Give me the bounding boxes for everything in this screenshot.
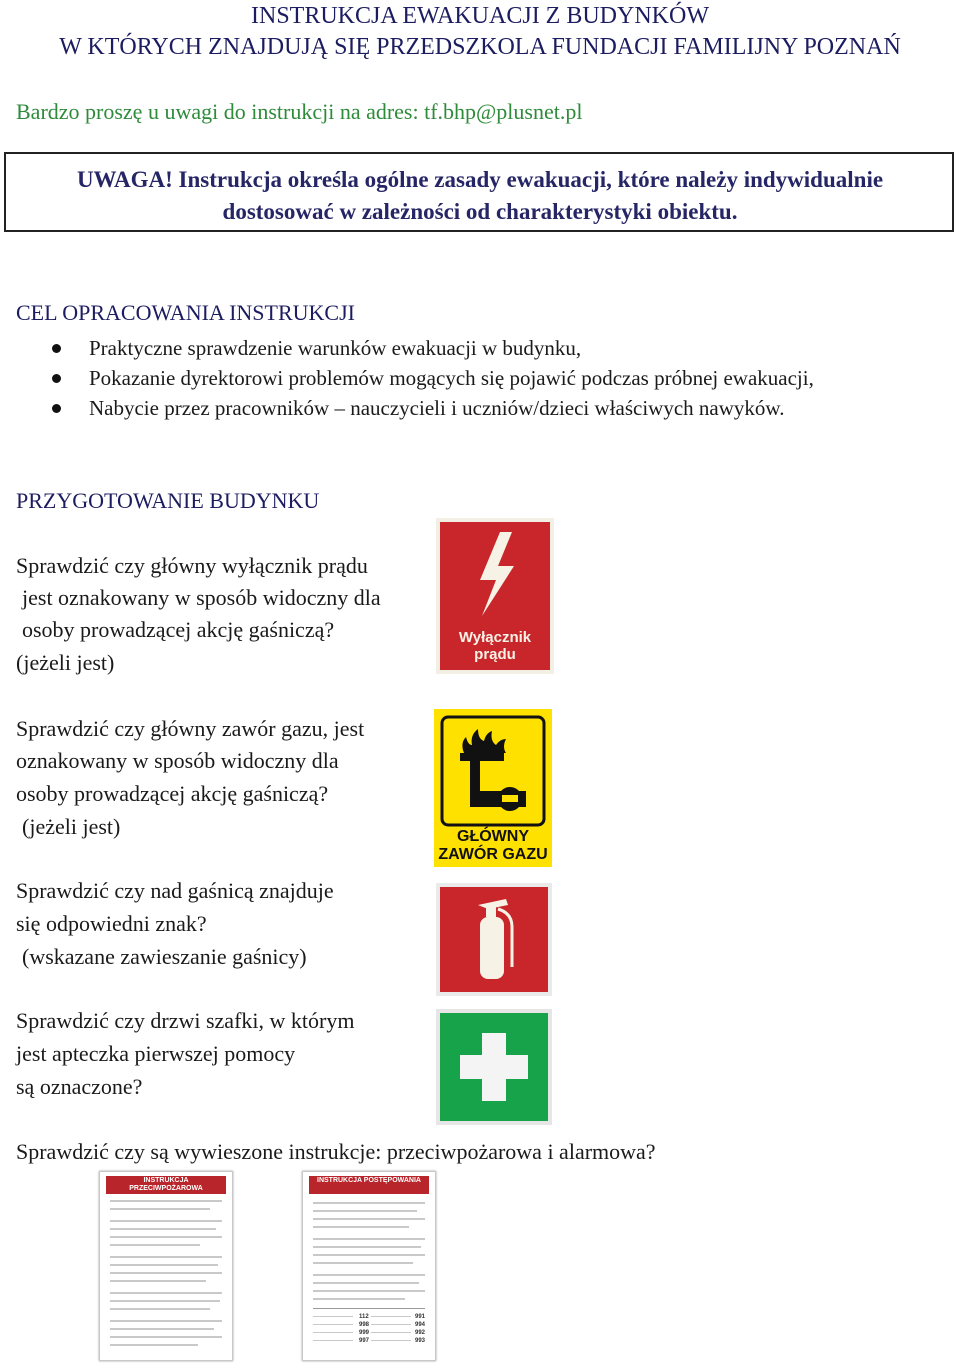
check1-line1: Sprawdzić czy główny wyłącznik prądu bbox=[16, 553, 368, 578]
check1-line3: osoby prowadzącej akcję gaśniczą? bbox=[22, 617, 335, 642]
warning-line1: UWAGA! Instrukcja określa ogólne zasady ewakuacji, które należy indywidualnie bbox=[76, 167, 884, 192]
power-switch-sign bbox=[436, 518, 554, 674]
bullet-icon bbox=[52, 404, 61, 413]
gas-label-line1: GŁÓWNY bbox=[457, 828, 529, 845]
warning-line2: dostosować w zależności od charakterystyki obiektu. bbox=[222, 199, 738, 224]
document-title-line2: W KTÓRYCH ZNAJDUJĄ SIĘ PRZEDSZKOLA FUNDACJI FAMILIJNY POZNAŃ bbox=[59, 34, 901, 60]
check1-line2: jest oznakowany w sposób widoczny dla bbox=[22, 585, 381, 610]
check4-line2: jest apteczka pierwszej pomocy bbox=[16, 1041, 296, 1066]
check2-line2: oznakowany w sposób widoczny dla bbox=[16, 748, 339, 773]
emergency-number: 998 bbox=[359, 1322, 370, 1328]
emergency-number: 112 bbox=[359, 1314, 369, 1320]
preparation-heading: PRZYGOTOWANIE BUDYNKU bbox=[16, 488, 320, 513]
document-title-line1: INSTRUKCJA EWAKUACJI Z BUDYNKÓW bbox=[251, 3, 709, 29]
check4-line3: są oznaczone? bbox=[16, 1074, 143, 1099]
check5-line: Sprawdzić czy są wywieszone instrukcje: przeciwpożarowa i alarmowa? bbox=[16, 1139, 656, 1164]
fire-extinguisher-sign bbox=[436, 883, 552, 996]
check3-line3: (wskazane zawieszanie gaśnicy) bbox=[22, 944, 307, 969]
fire-instruction-poster bbox=[99, 1171, 233, 1361]
goal-item: Praktyczne sprawdzenie warunków ewakuacji w budynku, bbox=[89, 336, 582, 360]
fire-poster-title: INSTRUKCJA PRZECIWPOŻAROWA bbox=[129, 1177, 203, 1192]
bullet-icon bbox=[52, 374, 61, 383]
emergency-number: 999 bbox=[359, 1330, 370, 1336]
bullet-icon bbox=[52, 344, 61, 353]
goals-heading: CEL OPRACOWANIA INSTRUKCJI bbox=[16, 300, 355, 325]
emergency-number: 992 bbox=[415, 1330, 426, 1336]
check4-line1: Sprawdzić czy drzwi szafki, w którym bbox=[16, 1008, 355, 1033]
check2-line3: osoby prowadzącej akcję gaśniczą? bbox=[16, 781, 329, 806]
goal-item: Nabycie przez pracowników – nauczycieli i uczniów/dzieci właściwych nawyków. bbox=[89, 396, 785, 420]
first-aid-sign bbox=[436, 1009, 552, 1125]
contact-note: Bardzo proszę u uwagi do instrukcji na adres: tf.bhp@plusnet.pl bbox=[16, 99, 583, 124]
gas-label-line2: ZAWÓR GAZU bbox=[438, 846, 548, 863]
emergency-number: 997 bbox=[359, 1338, 370, 1344]
goal-item: Pokazanie dyrektorowi problemów mogących się pojawić podczas próbnej ewakuacji, bbox=[89, 366, 814, 390]
check2-line1: Sprawdzić czy główny zawór gazu, jest bbox=[16, 716, 365, 741]
emergency-number: 993 bbox=[415, 1338, 426, 1344]
emergency-number: 991 bbox=[415, 1314, 426, 1320]
check2-line4: (jeżeli jest) bbox=[22, 814, 121, 839]
check1-line4: (jeżeli jest) bbox=[16, 650, 115, 675]
gas-valve-sign bbox=[434, 709, 552, 867]
check3-line1: Sprawdzić czy nad gaśnicą znajduje bbox=[16, 878, 334, 903]
switch-label-line2: prądu bbox=[474, 646, 516, 663]
procedure-instruction-poster bbox=[302, 1171, 436, 1361]
procedure-poster-title: INSTRUKCJA POSTĘPOWANIA bbox=[317, 1177, 421, 1184]
switch-label-line1: Wyłącznik bbox=[458, 629, 532, 646]
emergency-number: 994 bbox=[415, 1322, 426, 1328]
check3-line2: się odpowiedni znak? bbox=[16, 911, 207, 936]
